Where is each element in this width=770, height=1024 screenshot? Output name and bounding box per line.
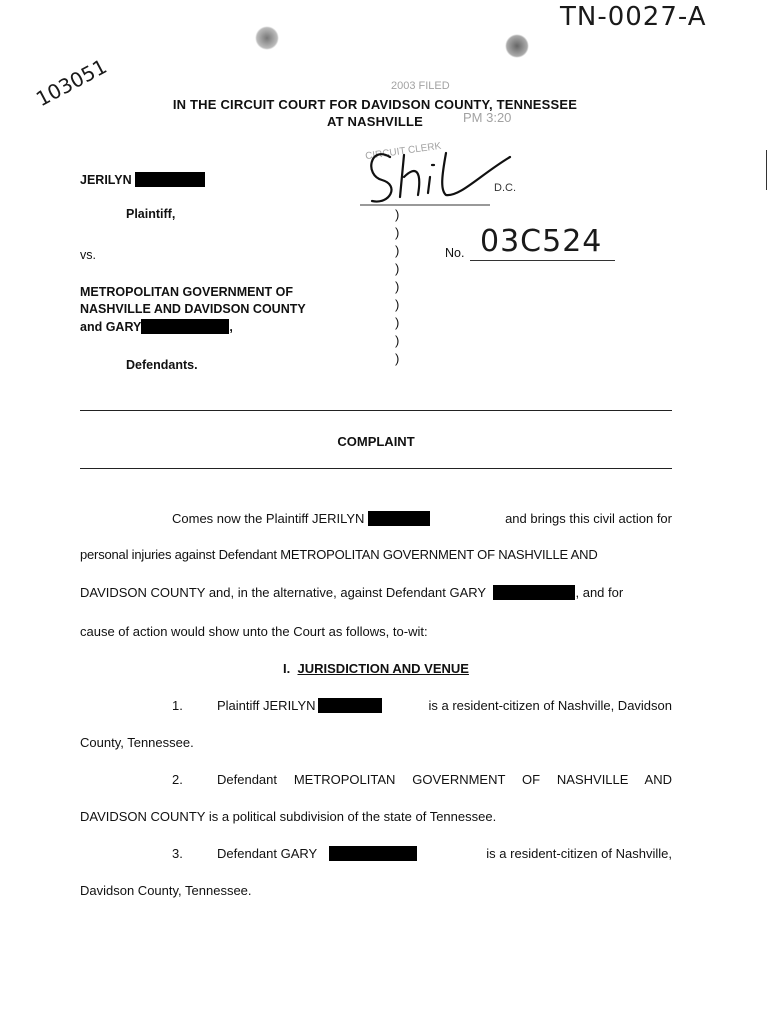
- court-location: AT NASHVILLE: [326, 114, 424, 129]
- handwritten-document-id: TN-0027-A: [560, 2, 707, 32]
- redaction-bar: [141, 319, 229, 334]
- defendant-gary: and GARY: [80, 320, 142, 334]
- paragraph-text: is a resident-citizen of Nashville,: [486, 846, 672, 861]
- scan-speck: [255, 26, 279, 50]
- case-no-label: No.: [445, 246, 465, 260]
- redaction-bar: [318, 698, 382, 713]
- intro-line-3: [80, 585, 672, 600]
- title-rule-bottom: [80, 468, 672, 469]
- redaction-bar: [493, 585, 575, 600]
- section-title: JURISDICTION AND VENUE: [297, 661, 469, 676]
- intro-text: DAVIDSON COUNTY and, in the alternative, against Defendant GARY: [80, 585, 486, 600]
- plaintiff-first-name: JERILYN: [80, 173, 132, 187]
- scan-speck: [505, 34, 529, 58]
- clerk-cc-label: D.C.: [494, 182, 516, 194]
- intro-line-1: [172, 511, 672, 526]
- paragraph-1-number: 1.: [172, 698, 183, 713]
- plaintiff-name: [80, 172, 205, 187]
- redaction-bar: [368, 511, 430, 526]
- stamp-time: PM 3:20: [463, 110, 512, 125]
- intro-text: and brings this civil action for: [505, 511, 672, 526]
- defendant-line-1: METROPOLITAN GOVERNMENT OF: [80, 285, 293, 299]
- intro-line-4: cause of action would show unto the Court as follows, to-wit:: [80, 624, 428, 639]
- paragraph-text: is a resident-citizen of Nashville, Davidson: [428, 698, 672, 713]
- case-number-underline: [470, 260, 615, 261]
- signature-stroke: [371, 153, 510, 202]
- case-number: 03C524: [480, 224, 603, 259]
- defendant-line-3: and GARY ,: [80, 320, 233, 334]
- paragraph-1-line-2: County, Tennessee.: [80, 735, 194, 750]
- intro-line-2: personal injuries against Defendant METROPOLITAN GOVERNMENT OF NASHVILLE AND: [80, 547, 598, 562]
- paragraph-text: Plaintiff JERILYN: [217, 698, 316, 713]
- stamp-clerk: CIRCUIT CLERK: [364, 140, 442, 163]
- intro-text: Comes now the Plaintiff JERILYN: [172, 511, 365, 526]
- paragraph-1-line-1: [217, 698, 672, 713]
- section-heading: [80, 661, 672, 676]
- paragraph-3-number: 3.: [172, 846, 183, 861]
- defendants-role: Defendants.: [126, 358, 198, 372]
- paragraph-3-line-2: Davidson County, Tennessee.: [80, 883, 252, 898]
- title-rule-top: [80, 410, 672, 411]
- section-number: I.: [283, 661, 291, 676]
- paragraph-2-line-2: DAVIDSON COUNTY is a political subdivision of the state of Tennessee.: [80, 809, 497, 824]
- clerk-signature: [360, 135, 540, 210]
- paragraph-text: Defendant GARY: [217, 846, 317, 861]
- court-name: IN THE CIRCUIT COURT FOR DAVIDSON COUNTY, TENNESSEE: [172, 97, 578, 112]
- redaction-bar: [329, 846, 417, 861]
- document-title: COMPLAINT: [337, 434, 415, 449]
- plaintiff-role: Plaintiff,: [126, 207, 176, 221]
- caption-parentheses: ) ) ) ) ) ) ) ) ): [395, 207, 400, 366]
- redaction-bar: [135, 172, 205, 187]
- paragraph-2-line-1: Defendant METROPOLITAN GOVERNMENT OF NASHVILLE AND: [217, 772, 672, 787]
- defendant-line-2: NASHVILLE AND DAVIDSON COUNTY: [80, 302, 306, 316]
- paragraph-2-number: 2.: [172, 772, 183, 787]
- stamp-filed-text: 2003 FILED: [391, 80, 450, 92]
- intro-text: , and for: [575, 585, 624, 600]
- handwritten-left-number: 103051: [32, 54, 111, 112]
- versus-label: vs.: [80, 248, 96, 262]
- paragraph-3-line-1: [217, 846, 672, 861]
- scan-edge-line: [766, 150, 767, 190]
